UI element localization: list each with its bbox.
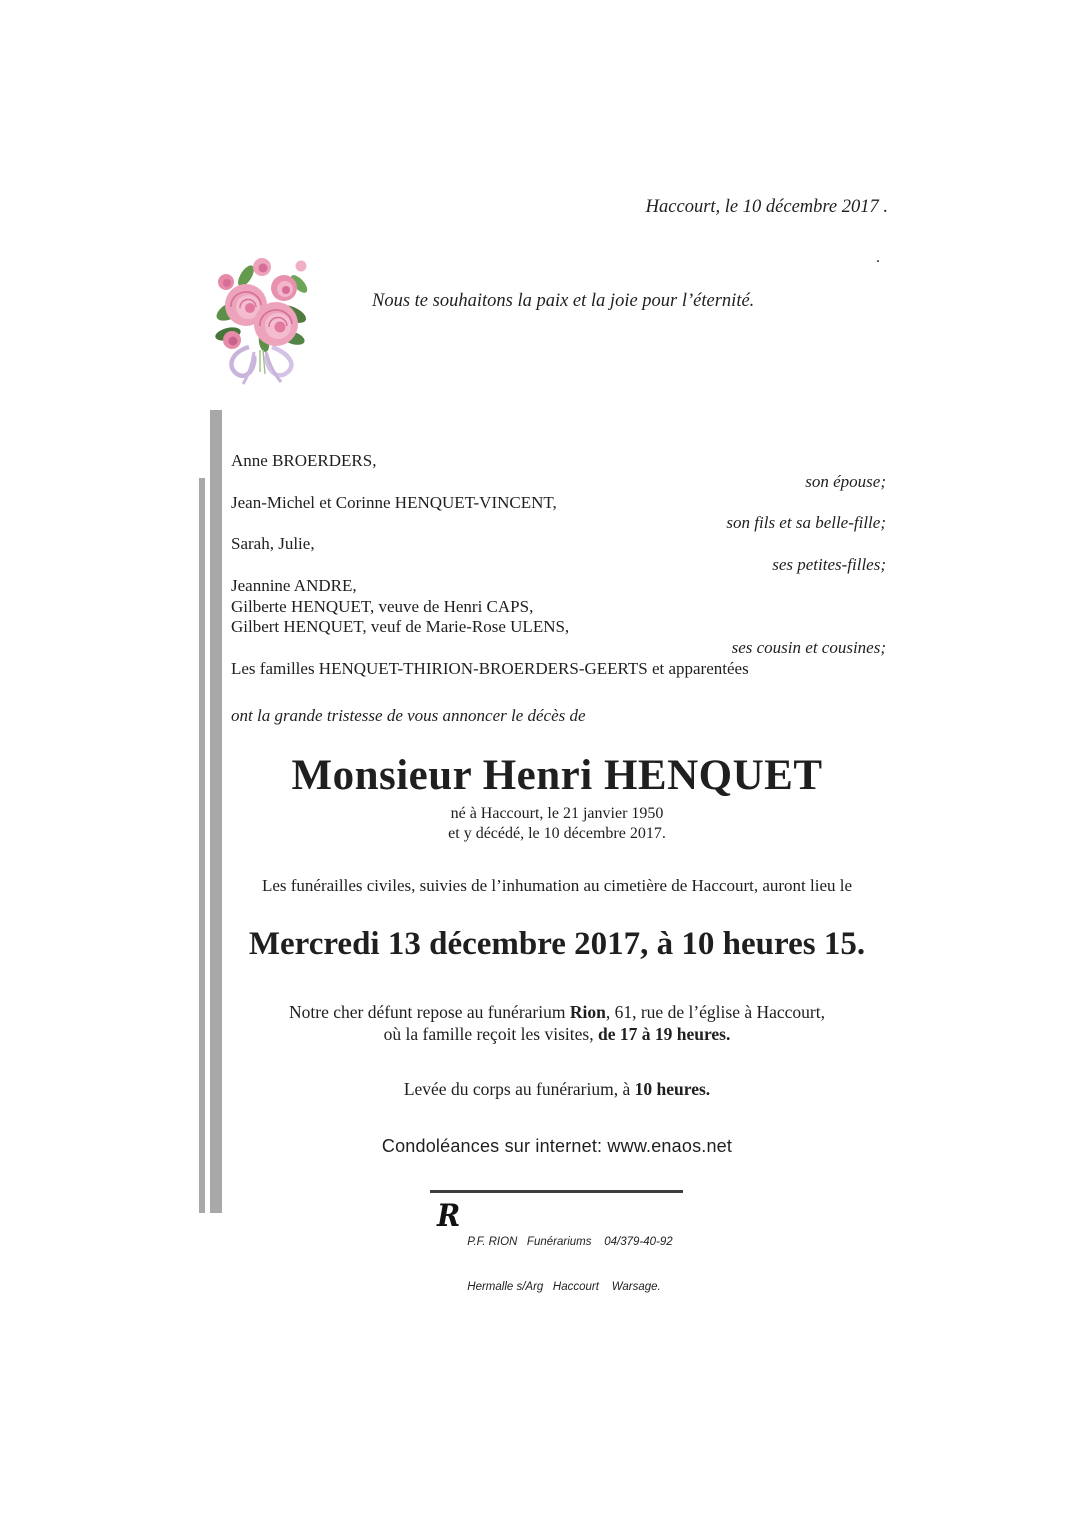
birth-line: né à Haccourt, le 21 janvier 1950 (450, 805, 664, 822)
funeral-home-line1: P.F. RION Funérariums 04/379-40-92 (467, 1236, 673, 1248)
epigraph: Nous te souhaitons la paix et la joie pour l’éternité. (372, 291, 755, 311)
funeral-home-line2: Hermalle s/Arg Haccourt Warsage. (467, 1281, 661, 1293)
levee-info (210, 1079, 904, 1100)
funeral-home-footer (437, 1197, 673, 1325)
ceremony-intro: Les funérailles civiles, suivies de l’inhumation au cimetière de Haccourt, auront lieu le (261, 876, 853, 895)
deceased-bio (210, 804, 904, 844)
visitation-info (210, 1001, 904, 1045)
mourner-relation: son fils et sa belle-fille; (726, 513, 886, 533)
funeral-home-contact (467, 1201, 672, 1325)
mourner-name: Gilbert HENQUET, veuf de Marie-Rose ULENS, (231, 617, 570, 637)
footer-divider (430, 1190, 683, 1193)
visitation-line1-post: , 61, rue de l’église à Haccourt, (605, 1002, 825, 1022)
mourners-list (231, 451, 886, 727)
date-line: Haccourt, le 10 décembre 2017 . (645, 197, 888, 217)
visitation-line1 (210, 1001, 904, 1023)
mourner-relation: ses cousin et cousines; (731, 638, 886, 658)
stray-dot: . (876, 249, 880, 266)
visitation-line2-pre: où la famille reçoit les visites, (383, 1024, 598, 1044)
rose-bouquet-icon (204, 252, 322, 386)
mourner-name: Sarah, Julie, (231, 534, 315, 554)
mourner-name: Anne BROERDERS, (231, 451, 377, 470)
funeral-home-logo-icon: R (437, 1197, 461, 1234)
mourner-name: Jean-Michel et Corinne HENQUET-VINCENT, (231, 492, 557, 512)
death-line: et y décédé, le 10 décembre 2017. (448, 825, 666, 842)
levee-pre: Levée du corps au funérarium, à (403, 1079, 635, 1099)
mourner-name: Les familles HENQUET-THIRION-BROERDERS-GEERTS et apparentées (231, 658, 749, 678)
mourner-relation: ses petites-filles; (772, 554, 886, 574)
levee-hour: 10 heures. (634, 1079, 711, 1099)
ceremony-datetime: Mercredi 13 décembre 2017, à 10 heures 15. (248, 926, 866, 962)
mourner-name: Jeannine ANDRE, (231, 575, 357, 595)
mourner-relation: son épouse; (805, 471, 886, 491)
announcement-sentence: ont la grande tristesse de vous annoncer le décès de (231, 705, 586, 725)
vertical-bar-thin (199, 478, 205, 1213)
mourner-name: Gilberte HENQUET, veuve de Henri CAPS, (231, 596, 534, 616)
deceased-name-title: Monsieur Henri HENQUET (291, 752, 823, 799)
visitation-line1-pre: Notre cher défunt repose au funérarium (289, 1002, 570, 1022)
visitation-line2 (210, 1023, 904, 1045)
condolences-line: Condoléances sur internet: www.enaos.net (381, 1136, 733, 1156)
visitation-hours: de 17 à 19 heures. (597, 1024, 731, 1044)
funerarium-name: Rion (569, 1002, 606, 1022)
